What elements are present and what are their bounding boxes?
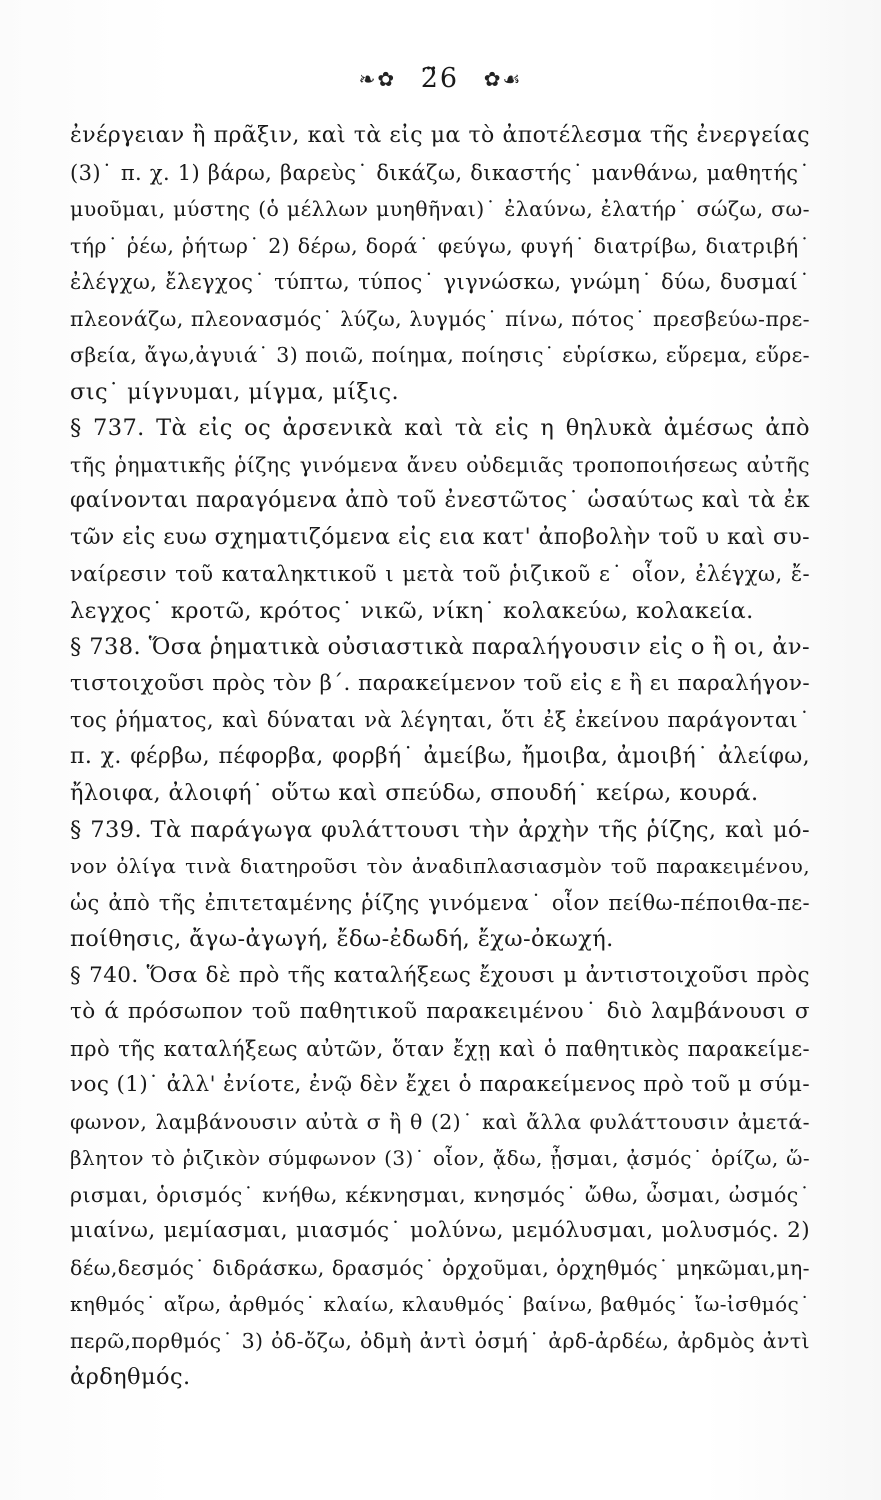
text-line: κηθμός˙ αἴρω, ἀρθμός˙ κλαίω, κλαυθμός˙ βαίνω, βαθμός˙ ἴω-ἰσθμός˙ [70, 1292, 810, 1316]
section-739-start: § 739. Τὰ παράγωγα φυλάττουσι τὴν ἀρχὴν τῆς ῥίζης, καὶ μό- [70, 816, 810, 843]
text-line: ποίθησις, ἄγω-ἀγωγή, ἔδω-ἐδωδή, ἔχω-ὀκωχή. [70, 926, 614, 952]
left-ornament-icon: ❧✿ [358, 66, 397, 91]
text-line: ἐλέγχω, ἔλεγχος˙ τύπτω, τύπος˙ γιγνώσκω, γνώμη˙ δύω, δυσμαί˙ [70, 270, 810, 294]
text-line: ἤλοιφα, ἀλοιφή˙ οὕτω καὶ σπεύδω, σπουδή˙ κείρω, κουρά. [70, 780, 759, 806]
text-line: μυοῦμαι, μύστης (ὁ μέλλων μυηθῆναι)˙ ἐλαύνω, ἐλατήρ˙ σώζω, σω- [70, 197, 810, 221]
text-line: περῶ,πορθμός˙ 3) ὀδ-ὄζω, ὀδμὴ ἀντὶ ὀσμή˙ ἀρδ-ἀρδέω, ἀρδμὸς ἀντὶ [70, 1328, 810, 1353]
right-ornament-icon: ✿☙ [483, 66, 523, 91]
text-line: βλητον τὸ ῥιζικὸν σύμφωνον (3)˙ οἷον, ᾄδω, ᾖσμαι, ᾀσμός˙ ὁρίζω, ὥ- [70, 1146, 810, 1170]
text-line: ἀρδηθμός. [70, 1364, 191, 1390]
text-line: τῶν εἰς ευω σχηματιζόμενα εἰς εια κατ' ἀποβολὴν τοῦ υ καὶ συ- [70, 524, 810, 550]
text-line: φαίνονται παραγόμενα ἀπὸ τοῦ ἐνεστῶτος˙ ὡσαύτως καὶ τὰ ἐκ [70, 488, 810, 513]
section-737-start: § 737. Τὰ εἰς ος ἀρσενικὰ καὶ τὰ εἰς η θηλυκὰ ἀμέσως ἀπὸ [70, 415, 810, 441]
text-line: πρὸ τῆς καταλήξεως αὐτῶν, ὅταν ἔχῃ καὶ ὁ παθητικὸς παρακείμε- [70, 1036, 810, 1061]
text-line: λεγχος˙ κροτῶ, κρότος˙ νικῶ, νίκη˙ κολακεύω, κολακεία. [70, 597, 754, 624]
section-740-start: § 740. Ὅσα δὲ πρὸ τῆς καταλήξεως ἔχουσι μ ἀντιστοιχοῦσι πρὸς [70, 962, 810, 988]
text-line: ἐνέργειαν ἢ πρᾶξιν, καὶ τὰ εἰς μα τὸ ἀποτέλεσμα τῆς ἐνεργείας [70, 123, 810, 148]
text-line: τὸ ά πρόσωπον τοῦ παθητικοῦ παρακειμένου˙ διὸ λαμβάνουσι σ [70, 999, 810, 1024]
text-line: σβεία, ἄγω,ἀγυιά˙ 3) ποιῶ, ποίημα, ποίησις˙ εὑρίσκω, εὕρεμα, εὕρε- [70, 343, 810, 367]
text-line: τος ῥήματος, καὶ δύναται νὰ λέγηται, ὅτι ἐξ ἐκείνου παράγονται˙ [70, 708, 810, 732]
text-line: τιστοιχοῦσι πρὸς τὸν β΄. παρακείμενον τοῦ εἰς ε ἢ ει παραλήγον- [70, 670, 810, 696]
text-line: ὡς ἀπὸ τῆς ἐπιτεταμένης ῥίζης γινόμενα˙ οἷον πείθω-πέποιθα-πε- [70, 890, 810, 915]
text-line: ναίρεσιν τοῦ καταληκτικοῦ ι μετὰ τοῦ ῥιζικοῦ ε˙ οἷον, ἐλέγχω, ἔ- [70, 562, 810, 586]
text-line: σις˙ μίγνυμαι, μίγμα, μίξις. [70, 378, 400, 405]
page-header [0, 62, 881, 94]
text-line: (3)˙ π. χ. 1) βάρω, βαρεὺς˙ δικάζω, δικαστής˙ μανθάνω, μαθητής˙ [70, 160, 810, 185]
text-line: νος (1)˙ ἀλλ' ἐνίοτε, ἐνῷ δὲν ἔχει ὁ παρακείμενος πρὸ τοῦ μ σύμ- [70, 1072, 810, 1097]
text-line: νον ὀλίγα τινὰ διατηροῦσι τὸν ἀναδιπλασιασμὸν τοῦ παρακειμένου, [70, 854, 810, 878]
text-line: τήρ˙ ῥέω, ῥήτωρ˙ 2) δέρω, δορά˙ φεύγω, φυγή˙ διατρίβω, διατριβή˙ [70, 233, 810, 258]
page-number: 2̈6 [420, 63, 460, 94]
text-line: τῆς ῥηματικῆς ῥίζης γινόμενα ἄνευ οὐδεμιᾶς τροποποιήσεως αὐτῆς [70, 452, 810, 477]
section-738-start: § 738. Ὅσα ῥηματικὰ οὐσιαστικὰ παραλήγουσιν εἰς ο ἢ οι, ἀν- [70, 634, 810, 660]
text-line: πλεονάζω, πλεονασμός˙ λύζω, λυγμός˙ πίνω, πότος˙ πρεσβεύω-πρε- [70, 306, 810, 331]
text-line: π. χ. φέρβω, πέφορβα, φορβή˙ ἀμείβω, ἤμοιβα, ἀμοιβή˙ ἀλείφω, [70, 743, 810, 769]
body-text [70, 118, 810, 1396]
text-line: μιαίνω, μεμίασμαι, μιασμός˙ μολύνω, μεμόλυσμαι, μολυσμός. 2) [70, 1218, 810, 1243]
text-line: ρισμαι, ὁρισμός˙ κνήθω, κέκνησμαι, κνησμός˙ ὤθω, ὦσμαι, ὠσμός˙ [70, 1182, 810, 1207]
text-line: δέω,δεσμός˙ διδράσκω, δρασμός˙ ὀρχοῦμαι, ὀρχηθμός˙ μηκῶμαι,μη- [70, 1255, 810, 1280]
text-line: φωνον, λαμβάνουσιν αὐτὰ σ ἢ θ (2)˙ καὶ ἄλλα φυλάττουσιν ἀμετά- [70, 1109, 810, 1134]
